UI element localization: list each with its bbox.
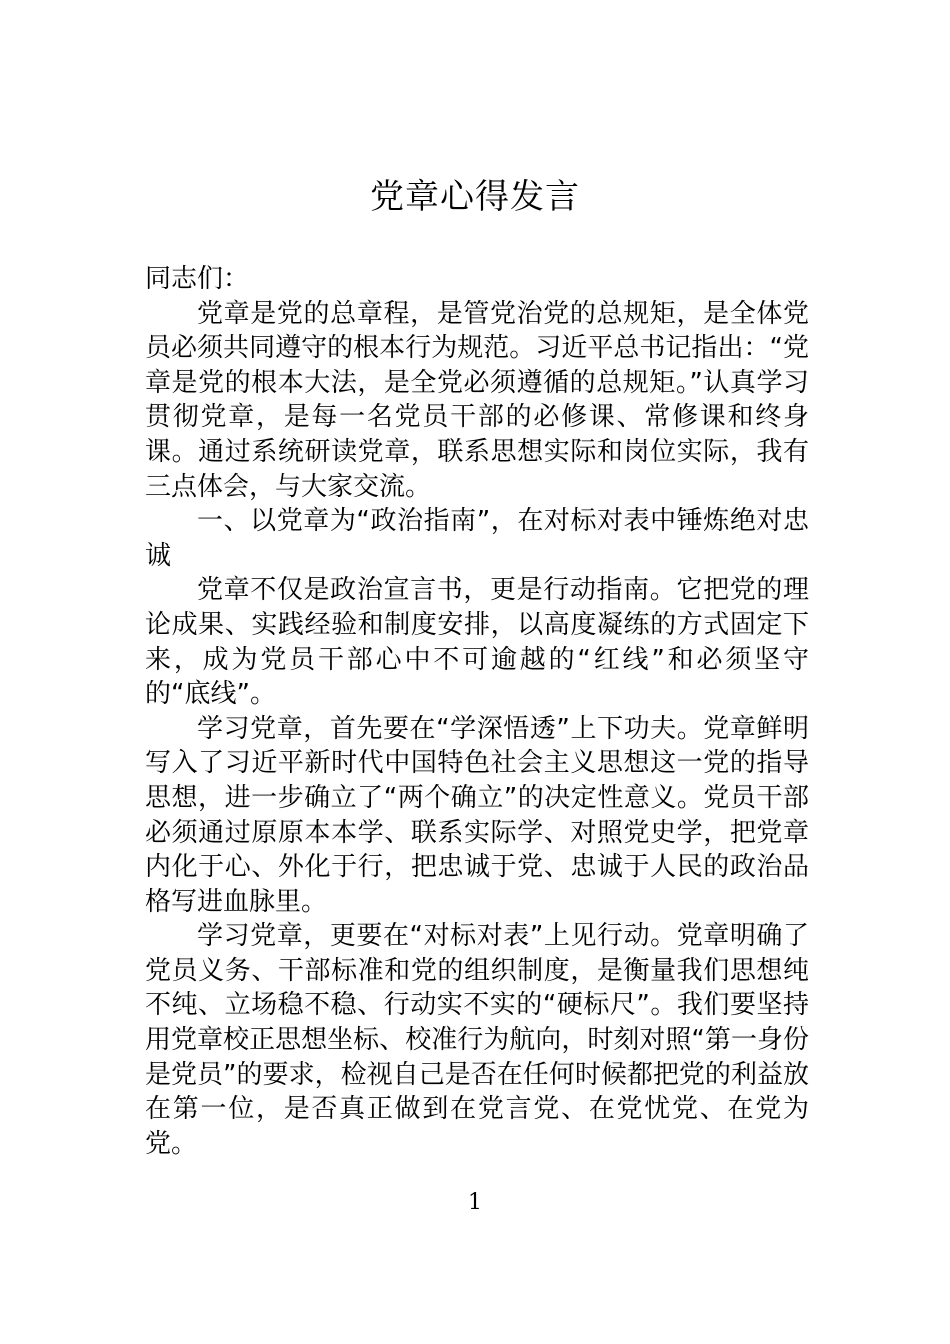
paragraph-intro: 党章是党的总章程，是管党治党的总规矩，是全体党员必须共同遵守的根本行为规范。习近平总书记指出：“党章是党的根本大法，是全党必须遵循的总规矩。”认真学习贯彻党章，是每一名党员干部的必修课、常修课和终身课。通过系统研读党章，联系思想实际和岗位实际，我有三点体会，与大家交流。 [145, 298, 809, 502]
paragraph-guide: 党章不仅是政治宣言书，更是行动指南。它把党的理论成果、实践经验和制度安排，以高度凝练的方式固定下来，成为党员干部心中不可逾越的“红线”和必须坚守的“底线”。 [145, 575, 809, 710]
document-body [145, 262, 809, 1161]
salutation: 同志们： [145, 264, 250, 294]
paragraph-study-deep: 学习党章，首先要在“学深悟透”上下功夫。党章鲜明写入了习近平新时代中国特色社会主义思想这一党的指导思想，进一步确立了“两个确立”的决定性意义。党员干部必须通过原原本本学、联系实际学、对照党史学，把党章内化于心、外化于行，把忠诚于党、忠诚于人民的政治品格写进血脉里。 [145, 713, 809, 917]
section-heading-1: 一、以党章为“政治指南”，在对标对表中锤炼绝对忠诚 [145, 506, 809, 571]
paragraph-study-benchmark: 学习党章，更要在“对标对表”上见行动。党章明确了党员义务、干部标准和党的组织制度，是衡量我们思想纯不纯、立场稳不稳、行动实不实的“硬标尺”。我们要坚持用党章校正思想坐标、校准行为航向，时刻对照“第一身份是党员”的要求，检视自己是否在任何时候都把党的利益放在第一位，是否真正做到在党言党、在党忧党、在党为党。 [145, 921, 809, 1159]
page-number: 1 [468, 1190, 482, 1215]
document-title: 党章心得发言 [370, 177, 580, 217]
